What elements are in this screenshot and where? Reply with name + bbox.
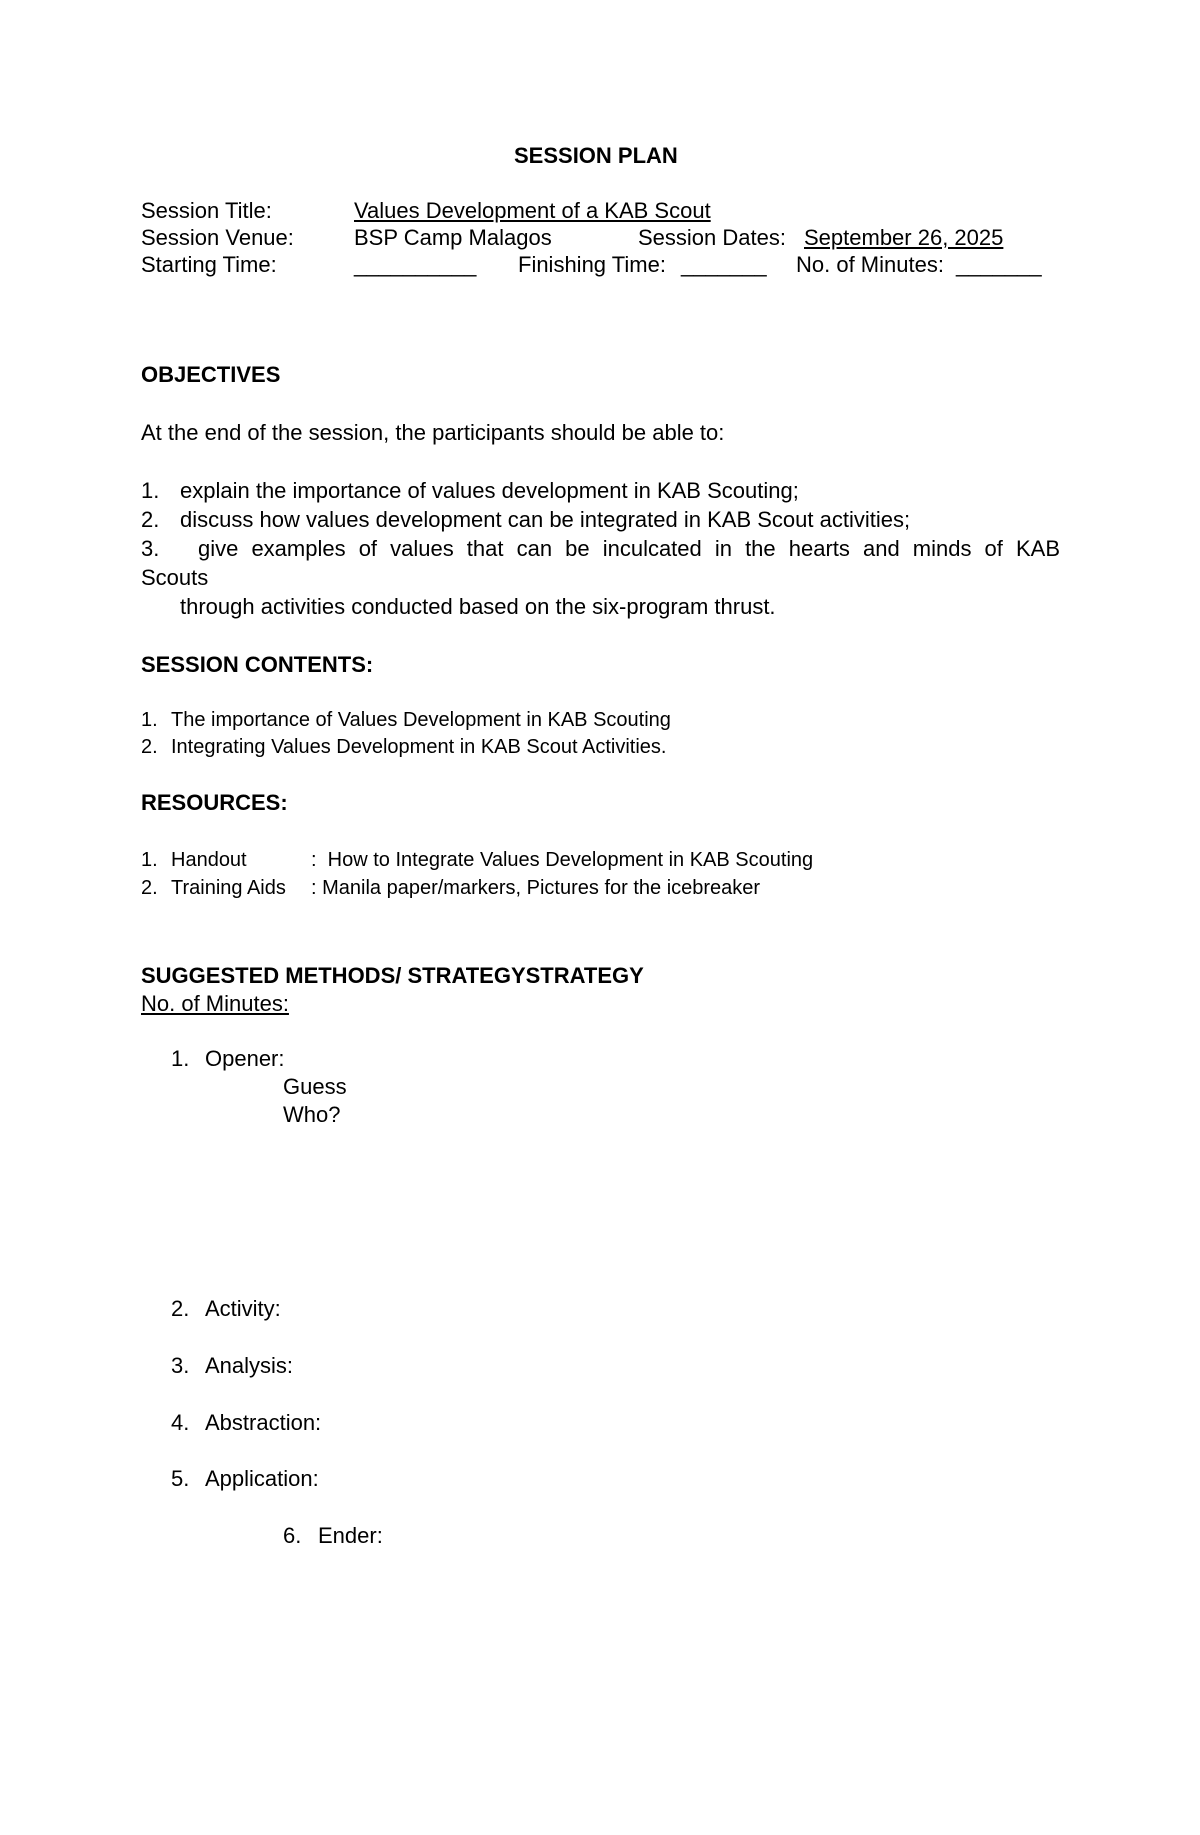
session-venue-label: Session Venue: [141,225,294,250]
starting-time-value: __________ [354,252,477,277]
resource-label: Handout [171,849,247,871]
objective-text: explain the importance of values development in KAB Scouting; [180,478,799,503]
step-number: 6. [283,1523,302,1548]
page-title: SESSION PLAN [514,143,678,168]
objective-number: 2. [141,507,160,532]
step-number: 1. [171,1046,190,1071]
objective-number: 1. [141,478,160,503]
resource-value: : How to Integrate Values Development in KAB Scouting [311,849,814,871]
session-title-value: Values Development of a KAB Scout [354,198,711,223]
step-label: Analysis: [205,1353,294,1378]
resource-number: 1. [141,849,158,871]
content-number: 1. [141,709,158,731]
step-sub-text: Who? [283,1102,341,1127]
objective-text: discuss how values development can be integrated in KAB Scout activities; [180,507,911,532]
step-label: Activity: [205,1296,281,1321]
content-text: Integrating Values Development in KAB Scout Activities. [171,736,667,758]
step-sub-text: Guess [283,1074,347,1099]
session-dates-label: Session Dates: [638,225,786,250]
starting-time-label: Starting Time: [141,252,277,277]
step-label: Application: [205,1466,319,1491]
objective-text: give examples of values that can be inculcated in the hearts and minds of KAB [198,536,1060,561]
resources-heading: RESOURCES: [141,790,288,815]
step-label: Opener: [205,1046,285,1071]
session-title-label: Session Title: [141,198,272,223]
minutes-value: _______ [956,252,1042,277]
step-number: 2. [171,1296,190,1321]
step-label: Abstraction: [205,1410,322,1435]
finishing-time-label: Finishing Time: [518,252,666,277]
session-dates-value: September 26, 2025 [804,225,1004,250]
objectives-heading: OBJECTIVES [141,362,281,387]
resource-value: : Manila paper/markers, Pictures for the icebreaker [311,877,761,899]
objective-text-continued: through activities conducted based on the six-program thrust. [180,594,776,619]
methods-heading: SUGGESTED METHODS/ STRATEGYSTRATEGY [141,963,644,988]
contents-heading: SESSION CONTENTS: [141,652,374,677]
objectives-intro: At the end of the session, the participants should be able to: [141,420,725,445]
finishing-time-value: _______ [681,252,767,277]
resource-label: Training Aids [171,877,286,899]
step-number: 5. [171,1466,190,1491]
step-number: 4. [171,1410,190,1435]
objective-number: 3. [141,536,160,561]
step-label: Ender: [318,1523,383,1548]
session-venue-value: BSP Camp Malagos [354,225,552,250]
step-number: 3. [171,1353,190,1378]
minutes-label: No. of Minutes: [796,252,944,277]
objective-text-continued: Scouts [141,565,209,590]
resource-number: 2. [141,877,158,899]
content-number: 2. [141,736,158,758]
content-text: The importance of Values Development in KAB Scouting [171,709,671,731]
methods-minutes-label: No. of Minutes: [141,991,289,1016]
